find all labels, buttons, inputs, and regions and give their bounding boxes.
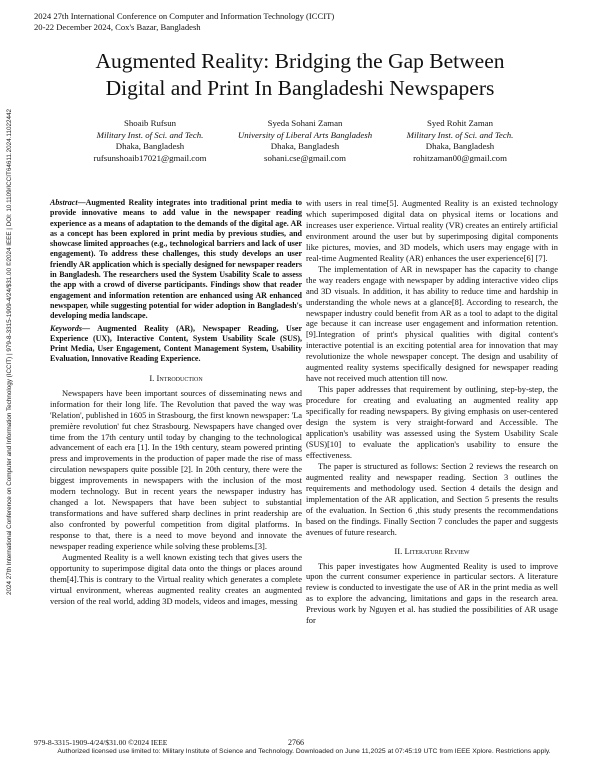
title-line-1: Augmented Reality: Bridging the Gap Between: [95, 49, 505, 73]
license-notice: Authorized licensed use limited to: Military Institute of Science and Technology. Downloaded on June 11,2025 at 07:45:19 UTC from IEEE Xplore. Restrictions apply.: [57, 748, 551, 755]
left-column: [50, 198, 302, 607]
paragraph: Newspapers have been important sources of disseminating news and information for their long life. The Revolution that paved the way was 'Relation', published in 1605 in Strasbourg, the first known newspaper: 'La première revolution' fut chez Strasbourg. Newspapers have changed over time from the 17th century until today by changing to the technological advancement of each era [1]. In the 19th century, steam powered printing press and improvements in the production of paper made the rise of mass circulation newspapers quite possible [2]. In 20th century, there were the biggest improvements in newspapers with the inclusion of the most modern technology. But in recent years the newspaper industry has changed a lot. Newspapers that have been subject to substantial transformations and have suffered sharp declines in print readership are also confronted by powerful competition from digital platforms. In response to that, there is a need to move beyond and innovate the newspaper reading experience while solving these problems.[3].: [50, 387, 302, 552]
author-name: Syed Rohit Zaman: [427, 118, 493, 128]
conference-name: 2024 27th International Conference on Computer and Information Technology (ICCIT): [34, 11, 335, 21]
keywords: [50, 324, 302, 365]
conference-location: 20-22 December 2024, Cox's Bazar, Bangladesh: [34, 22, 201, 32]
abstract: [50, 198, 302, 322]
right-column: [306, 198, 558, 626]
author-name: Syeda Sohani Zaman: [267, 118, 343, 128]
section-heading-literature-review: II. Literature Review: [394, 545, 470, 556]
keywords-text: — Augmented Reality (AR), Newspaper Reading, User Experience (UX), Interactive Content, System Usability Scale (SUS), Print Media, User Engagement, Content Management System, Usability Evaluation, Innovative Reading Experience.: [50, 323, 302, 364]
paragraph: Augmented Reality is a well known existing tech that gives users the opportunity to superimpose digital data onto the things or places around them[4].This is contrary to the Virtual reality which generates a complete virtual environment, whereas augmented reality creates an augmented version of the real world, adding 3D models, videos and images, messing: [50, 552, 302, 606]
author-city: Dhaka, Bangladesh: [425, 141, 495, 151]
paper-title: [0, 48, 600, 102]
doi-sidebar: 2024 27th International Conference on Computer and Information Technology (ICCIT) | 979-8-3315-1909-4/24/$31.00 ©2024 IEEE | DOI: 10.1109/ICCIT64611.2024.11022442: [6, 109, 13, 595]
author-email[interactable]: rohitzaman00@gmail.com: [413, 152, 507, 163]
abstract-text: —Augmented Reality integrates into traditional print media to provide innovative means to add value in the newspaper reading experience as a means of adaptation to the demands of the digital age. AR as a concept has been explored in print media by previous studies, and showcase limited approaches (e.g., technological barriers and lack of user engagement). To address these challenges, this study develops an user friendly AR application which is specially designed for newspaper readers in Bangladesh. The researchers used the System Usability Scale to assess the app with a crowd of diverse participants. Findings show that reader engagement and information retention are enhanced using AR enhanced newspaper, while suggesting potential for wider adoption in Bangladesh's developing media landscape.: [50, 198, 302, 321]
author-affiliation: Military Inst. of Sci. and Tech.: [406, 129, 514, 140]
author-block-3: [365, 118, 555, 164]
page-number: 2766: [288, 738, 304, 747]
paragraph: This paper addresses that requirement by outlining, step-by-step, the procedure for creating and evaluating an augmented reality app specifically for reading newspapers. By giving emphasis on user-centered design the system is very straight-forward and Accessible. The application's usability was assessed using the System Usability Scale (SUS)[10] to evaluate the application's usability to ensure the effectiveness.: [306, 384, 558, 460]
paragraph: with users in real time[5]. Augmented Reality is an existed technology which superimposed digital data on physical items or locations and increases user experience. Virtual reality (VR) creates an entirely artificial environment around the user but by superimposing digital components like pictures, movies, and 3D models, which users may engage with in real-time Augmented Reality (AR) enhances the user experience[6] [7].: [306, 198, 558, 263]
abstract-label: Abstract: [50, 198, 78, 207]
author-email[interactable]: rufsunshoaib17021@gmail.com: [93, 152, 207, 163]
section-heading-introduction: I. Introduction: [149, 372, 203, 383]
author-name: Shoaib Rufsun: [123, 118, 177, 128]
paragraph: The paper is structured as follows: Section 2 reviews the research on augmented reality and newspaper reading. Section 3 outlines the requirements and methodology used. Section 4 details the design and implementation of the AR application, and Section 5 presents the results of the evaluation. In Section 6 ,this study presents the recommendations based on the findings. Finally Section 7 concludes the paper and suggests avenues of future research.: [306, 460, 558, 537]
keywords-label: Keywords: [50, 323, 82, 333]
footer-isbn: 979-8-3315-1909-4/24/$31.00 ©2024 IEEE: [34, 738, 168, 747]
title-line-2: Digital and Print In Bangladeshi Newspapers: [105, 76, 495, 100]
author-email[interactable]: sohani.cse@gmail.com: [264, 152, 346, 163]
conference-header: [34, 11, 334, 33]
author-city: Dhaka, Bangladesh: [270, 141, 340, 151]
author-affiliation: University of Liberal Arts Bangladesh: [237, 129, 373, 140]
author-affiliation: Military Inst. of Sci. and Tech.: [96, 129, 204, 140]
author-city: Dhaka, Bangladesh: [115, 141, 185, 151]
paragraph: The implementation of AR in newspaper has the capacity to change the way readers engage with newspaper by adding interactive video clips and 3D visuals. In addition, it has ability to reduce time and hardship in understanding the whole news at a glance[8]. According to research, the newspaper industry could benefit from AR as a tool to adapt to the digital age because it can increase user engagement and information retention. [9].Integration of print's physical qualities with digital content's interactive potential is an exciting potential area for innovation that may revolutionize the whole newspaper concept. The design and usability of augmented reality systems specifically designed for newspaper reading have not received much attention till now.: [306, 263, 558, 384]
paragraph: This paper investigates how Augmented Reality is used to improve upon the current consumer experience in particular sectors. A literature review is conducted to investigate the use of AR in the print media as well as to explore the advancing, limitations and gaps in the research area. Previous work by Nguyen et al. has studied the possibilities of AR usage for: [306, 560, 558, 626]
